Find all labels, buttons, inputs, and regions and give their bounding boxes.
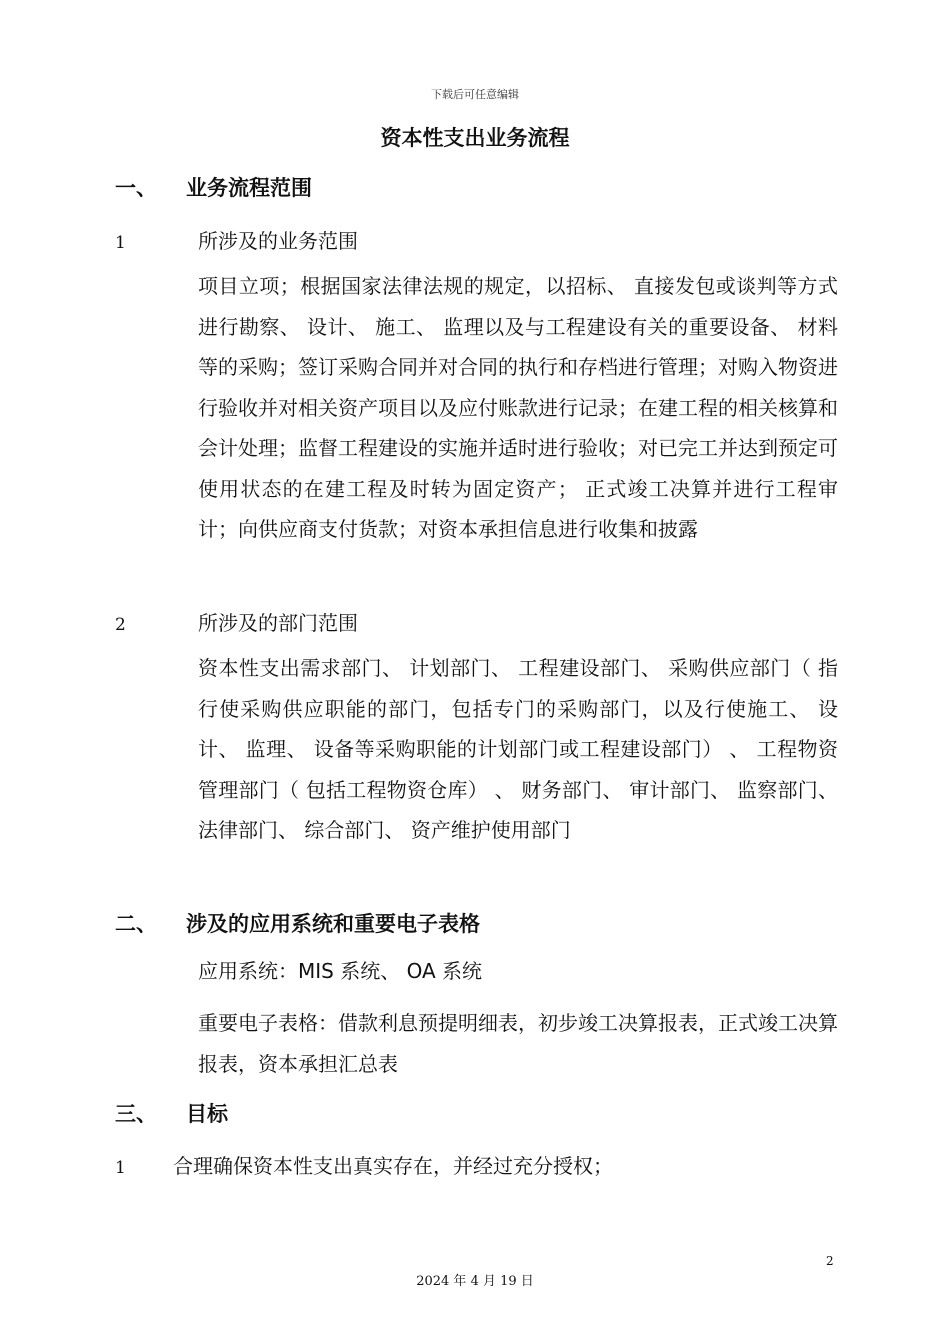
department-scope-paragraph: 资本性支出需求部门、 计划部门、 工程建设部门、 采购供应部门（ 指行使采购供应职能的部门，包括专门的采购部门，以及行使施工、 设计、 监理、 设备等采购职能的计划部门或工程建设部门） 、 工程物资管理部门（ 包括工程物资仓库） 、 财务部门、 审计部门、 监察部门、 法律部门、 综合部门、 资产维护使用部门 xyxy=(198,656,838,842)
section-title: 涉及的应用系统和重要电子表格 xyxy=(186,912,480,936)
spreadsheets-paragraph: 重要电子表格：借款利息预提明细表，初步竣工决算报表，正式竣工决算报表，资本承担汇总表 xyxy=(198,1011,838,1076)
subsection-title: 所涉及的业务范围 xyxy=(198,229,358,253)
subsection-number: 1 xyxy=(115,233,126,253)
objective-text: 合理确保资本性支出真实存在，并经过充分授权； xyxy=(173,1154,613,1178)
section-number: 三、 xyxy=(115,1102,157,1126)
subsection-heading-1-2 xyxy=(115,607,358,636)
application-systems-paragraph: 应用系统：MIS 系统、 OA 系统 xyxy=(198,959,482,983)
section-title: 业务流程范围 xyxy=(186,176,312,200)
section-number: 二、 xyxy=(115,912,157,936)
section-number: 一、 xyxy=(115,176,157,200)
subsection-number: 2 xyxy=(115,615,126,635)
page-title: 资本性支出业务流程 xyxy=(380,126,570,150)
section-title: 目标 xyxy=(186,1102,228,1126)
footer-date: 2024 年 4 月 19 日 xyxy=(416,1274,534,1289)
objective-number: 1 xyxy=(115,1158,126,1178)
subsection-title: 所涉及的部门范围 xyxy=(198,611,358,635)
section-heading-1 xyxy=(115,172,312,202)
page-number: 2 xyxy=(826,1254,834,1268)
objective-item-1 xyxy=(115,1150,613,1179)
subsection-heading-1-1 xyxy=(115,225,358,254)
header-note: 下载后可任意编辑 xyxy=(431,88,519,101)
business-scope-paragraph: 项目立项；根据国家法律法规的规定，以招标、 直接发包或谈判等方式进行勘察、 设计、 施工、 监理以及与工程建设有关的重要设备、 材料等的采购；签订采购合同并对合同的执行和存档进行管理；对购入物资进行验收并对相关资产项目以及应付账款进行记录；在建工程的相关核算和会计处理；监督工程建设的实施并适时进行验收；对已完工并达到预定可使用状态的在建工程及时转为固定资产； 正式竣工决算并进行工程审计；向供应商支付货款；对资本承担信息进行收集和披露 xyxy=(198,274,838,541)
section-heading-2 xyxy=(115,908,480,938)
section-heading-3 xyxy=(115,1098,228,1128)
